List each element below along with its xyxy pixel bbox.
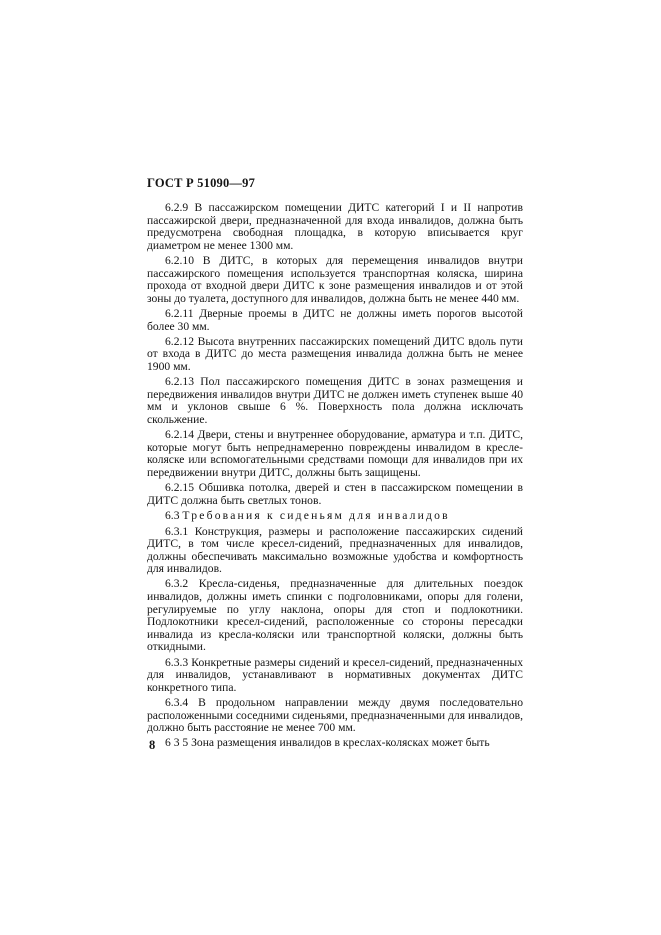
- clause-6-3-2: 6.3.2 Кресла-сиденья, предназначенные для длительных поездок инвалидов, должны иметь спинки с подголовниками, опоры для голени, регулируемые по углу наклона, опоры для стоп и подлокотники. Подлокотники кресел-сидений, расположенные со стороны пересадки инвалида из кресла-коляски или транспортной коляски, должны быть откидными.: [147, 577, 523, 654]
- clause-6-2-14: 6.2.14 Двери, стены и внутреннее оборудование, арматура и т.п. ДИТС, которые могут быть непреднамеренно повреждены инвалидом в кресле-коляске или вспомогательными средствами помощи для инвалидов при их передвижении внутри ДИТС, должны быть защищены.: [147, 428, 523, 479]
- section-title: Требования к сиденьям для инвалидов: [182, 509, 450, 523]
- clause-6-2-15: 6.2.15 Обшивка потолка, дверей и стен в пассажирском помещении в ДИТС должна быть светлых тонов.: [147, 481, 523, 507]
- clause-6-3-4: 6.3.4 В продольном направлении между двумя последовательно расположенными соседними сиденьями, предназначенными для инвалидов, должно быть расстояние не менее 700 мм.: [147, 696, 523, 735]
- clause-6-2-11: 6.2.11 Дверные проемы в ДИТС не должны иметь порогов высотой более 30 мм.: [147, 306, 523, 333]
- clause-6-2-13: 6.2.13 Пол пассажирского помещения ДИТС в зонах размещения и передвижения инвалидов внутри ДИТС не должен иметь ступенек выше 40 мм и уклонов свыше 6 %. Поверхность пола должна исключать скольжение.: [147, 375, 523, 426]
- document-header: ГОСТ Р 51090—97: [147, 176, 256, 190]
- clause-6-3-3: 6.3.3 Конкретные размеры сидений и кресел-сидений, предназначенных для инвалидов, устанавливают в нормативных документах ДИТС конкретного типа.: [147, 655, 523, 694]
- clause-6-3-1: 6.3.1 Конструкция, размеры и расположение пассажирских сидений ДИТС, в том числе кресел-сидений, предназначенных для инвалидов, должны обеспечивать максимально возможные удобства и комфортность для инвалидов.: [147, 524, 523, 576]
- document-body: [147, 202, 523, 753]
- clause-6-2-9: 6.2.9 В пассажирском помещении ДИТС категорий I и II напротив пассажирской двери, предназначенной для входа инвалидов, должна быть предусмотрена свободная площадка, в которую вписывается круг диаметром не менее 1300 мм.: [147, 201, 523, 252]
- page-number: 8: [149, 738, 156, 752]
- clause-6-2-10: 6.2.10 В ДИТС, в которых для перемещения инвалидов внутри пассажирского помещения используется транспортная коляска, ширина прохода от входной двери ДИТС к зоне размещения инвалидов и от этой зоны до туалета, доступного для инвалидов, должна быть не менее 440 мм.: [147, 253, 523, 305]
- section-number: 6.3: [165, 509, 180, 523]
- section-heading-6-3: [147, 510, 523, 523]
- clause-6-3-5: 6 3 5 Зона размещения инвалидов в креслах-колясках может быть: [165, 736, 490, 750]
- clause-6-2-12: 6.2.12 Высота внутренних пассажирских помещений ДИТС вдоль пути от входа в ДИТС до места размещения инвалида должна быть не менее 1900 мм.: [147, 334, 523, 373]
